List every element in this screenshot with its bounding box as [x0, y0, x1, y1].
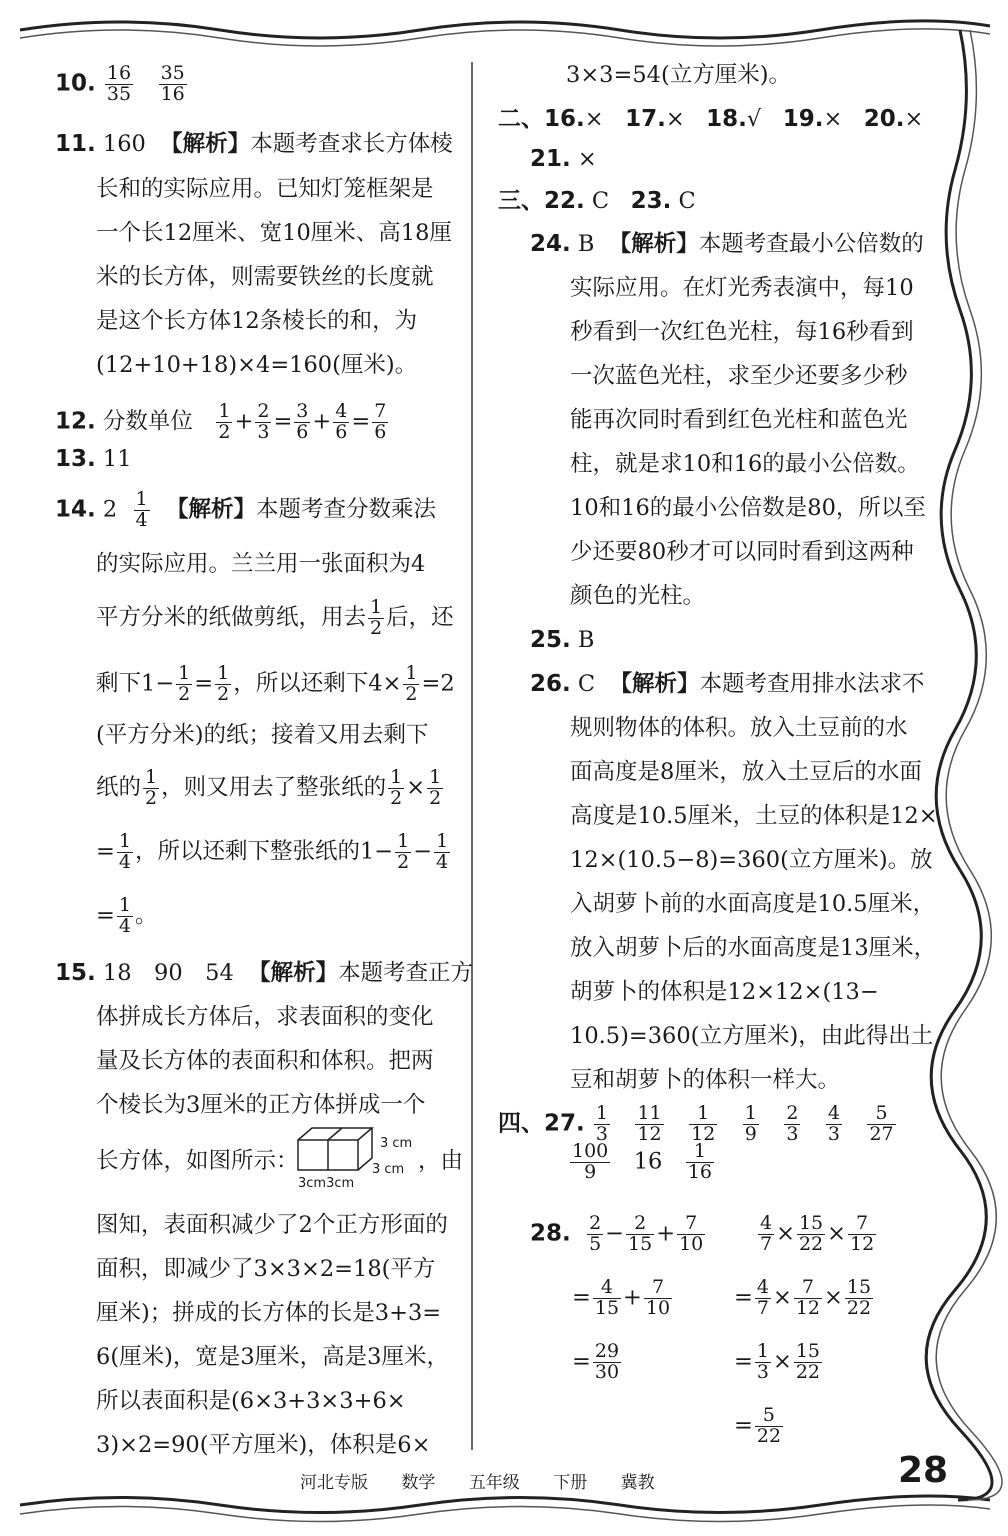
q24-line-8: 少还要80秒才可以同时看到这两种: [570, 539, 914, 565]
q15-line-7: 面积，即减少了3×3×2=18(平方: [96, 1256, 436, 1282]
q15-line-9: 6(厘米)，宽是3厘米，高是3厘米，: [96, 1344, 450, 1370]
q26-line-10: 豆和胡萝卜的体积一样大。: [570, 1067, 841, 1093]
q14-line-8: = $\frac{1}{4}$ 。: [96, 894, 158, 937]
q28-a-line-2: = $\frac{4}{15}$ + $\frac{7}{10}$: [572, 1276, 671, 1319]
q14-line-3: 平方分米的纸做剪纸，用去 $\frac{1}{2}$ 后，还: [96, 596, 454, 639]
q11-line-3: 一个长12厘米、宽10厘米、高18厘: [96, 220, 452, 246]
cube-diagram: [296, 1124, 380, 1174]
q15-line-11: 3)×2=90(平方厘米)，体积是6×: [96, 1432, 431, 1458]
column-divider: [471, 62, 473, 1450]
q24-line-5: 能再次同时看到红色光柱和蓝色光: [570, 407, 908, 433]
q14-line-6: 纸的 $\frac{1}{2}$ ，则又用去了整张纸的 $\frac{1}{2}$ × $\frac{1}{2}$: [96, 766, 442, 809]
q24-line-2: 实际应用。在灯光秀表演中，每10: [570, 275, 914, 301]
q15-line-5a: 长方体，如图所示：: [96, 1148, 299, 1174]
q27-row-2: $\frac{100}{9}$ 16 $\frac{1}{16}$: [572, 1140, 713, 1183]
q13: 13. 11: [55, 446, 132, 472]
cube-height-label: 3 cm: [380, 1136, 413, 1151]
q26-line-5: 12×(10.5−8)=360(立方厘米)。放: [570, 847, 933, 873]
q15-line-1: 15. 18 90 54 【解析】本题考查正方: [55, 960, 474, 986]
q28-a-line-1: 28. $\frac{2}{5}$ − $\frac{2}{15}$ + $\frac{7}{10}$: [530, 1212, 704, 1255]
footer: [300, 1468, 683, 1493]
q11-line-4: 米的长方体，则需要铁丝的长度就: [96, 264, 434, 290]
footer-edition: 河北专版: [300, 1473, 368, 1493]
q15-line-10: 所以表面积是(6×3+3×3+6×: [96, 1388, 406, 1414]
q27-row-1: 四、27. $\frac{1}{3}$ $\frac{11}{12}$ $\frac{1}{12}$ $\frac{1}{9}$ $\frac{2}{3}$ $\frac{4}{3}$ $\frac{5}{27}$: [498, 1102, 894, 1145]
section-2: 二、16.× 17.× 18.√ 19.× 20.×: [498, 106, 924, 132]
page-number: 28: [898, 1450, 949, 1491]
q26-line-7: 放入胡萝卜后的水面高度是13厘米，: [570, 935, 937, 961]
q14-line-4: 剩下1− $\frac{1}{2}$ = $\frac{1}{2}$ ，所以还剩下4× $\frac{1}{2}$ =2: [96, 662, 455, 705]
q15-line-3: 量及长方体的表面积和体积。把两: [96, 1048, 434, 1074]
q28-b-line-3: = $\frac{1}{3}$ × $\frac{15}{22}$: [734, 1340, 820, 1383]
footer-publisher: 冀教: [620, 1473, 655, 1493]
q26-line-1: 26. C 【解析】本题考查用排水法求不: [530, 671, 925, 697]
q24-line-4: 一次蓝色光柱，求至少还要多少秒: [570, 363, 908, 389]
q15-line-8: 厘米)；拼成的长方体的长是3+3=: [96, 1300, 442, 1326]
fraction: $\frac{16}{35}$: [106, 62, 132, 105]
q14-line-5: (平方分米)的纸；接着又用去剩下: [96, 722, 429, 748]
q14-line-1: 14. 2 $\frac{1}{4}$ 【解析】本题考查分数乘法: [55, 488, 436, 531]
q28-a-line-3: = $\frac{29}{30}$: [572, 1340, 620, 1383]
q11-line-2: 长和的实际应用。已知灯笼框架是: [96, 176, 434, 202]
q28-b-line-2: = $\frac{4}{7}$ × $\frac{7}{12}$ × $\frac{15}{22}$: [734, 1276, 872, 1319]
footer-grade: 五年级: [468, 1473, 520, 1493]
section-3: 三、22. C 23. C: [498, 188, 696, 214]
footer-subject: 数学: [401, 1473, 436, 1493]
q26-line-2: 规则物体的体积。放入土豆前的水: [570, 715, 908, 741]
footer-volume: 下册: [553, 1473, 588, 1493]
q24-line-3: 秒看到一次红色光柱，每16秒看到: [570, 319, 914, 345]
q26-line-4: 高度是10.5厘米，土豆的体积是12×: [570, 803, 938, 829]
q11-line-6: (12+10+18)×4=160(厘米)。: [96, 352, 418, 378]
q26-line-6: 入胡萝卜前的水面高度是10.5厘米，: [570, 891, 936, 917]
q14-line-2: 的实际应用。兰兰用一张面积为4: [96, 551, 426, 577]
q25: 25. B: [530, 627, 595, 653]
cube-length-label: 3cm3cm: [298, 1176, 355, 1191]
q15-line-5b: ，由: [418, 1148, 464, 1174]
q14-line-7: = $\frac{1}{4}$ ，所以还剩下整张纸的1− $\frac{1}{2}$ − $\frac{1}{4}$: [96, 830, 449, 873]
cube-width-label: 3 cm: [372, 1162, 405, 1177]
q24-line-9: 颜色的光柱。: [570, 583, 706, 609]
q26-line-8: 胡萝卜的体积是12×12×(13−: [570, 979, 879, 1005]
q15-line-6: 图知，表面积减少了2个正方形面的: [96, 1212, 448, 1238]
q24-line-7: 10和16的最小公倍数是80，所以至: [570, 495, 926, 521]
q12: 12. 分数单位 $\frac{1}{2}$ + $\frac{2}{3}$ = $\frac{3}{6}$ + $\frac{4}{6}$ = $\frac{7}{6}$: [55, 400, 387, 443]
q26-line-3: 面高度是8厘米，放入土豆后的水面: [570, 759, 922, 785]
fraction: $\frac{35}{16}$: [160, 62, 185, 105]
q11-line-5: 是这个长方体12条棱长的和，为: [96, 308, 418, 334]
q24-line-6: 柱，就是求10和16的最小公倍数。: [570, 451, 920, 477]
q15-line-2: 体拼成长方体后，求表面积的变化: [96, 1004, 434, 1030]
q21: 21. ×: [530, 146, 597, 172]
q15-line-4: 个棱长为3厘米的正方体拼成一个: [96, 1092, 426, 1118]
q26-line-9: 10.5)=360(立方厘米)，由此得出土: [570, 1023, 934, 1049]
q15-continuation: 3×3=54(立方厘米)。: [566, 62, 792, 88]
q10: 10. $\frac{16}{35}$ $\frac{35}{16}$: [55, 62, 185, 105]
q28-b-line-1: $\frac{4}{7}$ × $\frac{15}{22}$ × $\frac{7}{12}$: [760, 1212, 875, 1255]
q24-line-1: 24. B 【解析】本题考查最小公倍数的: [530, 231, 924, 257]
q28-b-line-4: = $\frac{5}{22}$: [734, 1404, 782, 1447]
q11-line-1: 11. 160 【解析】本题考查求长方体棱: [55, 131, 453, 157]
